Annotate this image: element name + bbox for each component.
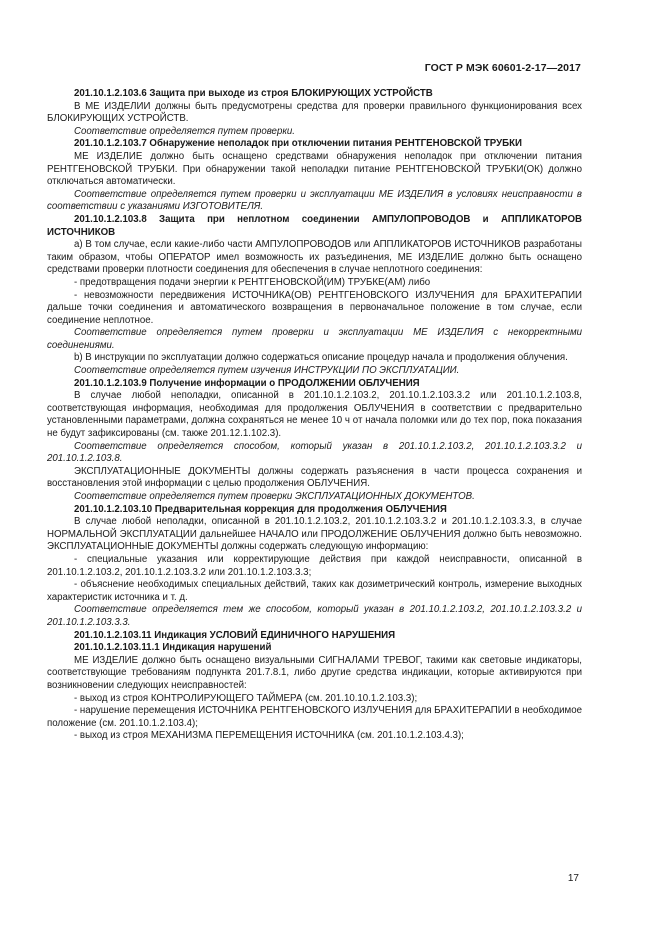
document-body bbox=[47, 88, 582, 743]
section-heading: 201.10.1.2.103.9 Получение информации о ПРОДОЛЖЕНИИ ОБЛУЧЕНИЯ bbox=[74, 377, 420, 389]
paragraph: b) В инструкции по эксплуатации должно содержаться описание процедур начала и продолжения облучения. bbox=[74, 352, 568, 364]
section-heading: 201.10.1.2.103.11 Индикация УСЛОВИЙ ЕДИНИЧНОГО НАРУШЕНИЯ bbox=[74, 629, 396, 641]
compliance-note: Соответствие определяется путем изучения ИНСТРУКЦИИ ПО ЭКСПЛУАТАЦИИ. bbox=[74, 365, 460, 377]
list-item: - выход из строя МЕХАНИЗМА ПЕРЕМЕЩЕНИЯ ИСТОЧНИКА (см. 201.10.1.2.103.4.3); bbox=[74, 730, 464, 742]
paragraph: В случае любой неполадки, описанной в 201.10.1.2.103.2, 201.10.1.2.103.3.2 и 201.10.1.2.103.3.3, в случае НОРМАЛЬНОЙ ЭКСПЛУАТАЦИИ дальнейшее НАЧАЛО или ПРОДОЛЖЕНИЕ ОБЛУЧЕНИЯ должно быть невозможно. ЭКСПЛУАТАЦИОННЫЕ ДОКУМЕНТЫ должны содержать следующую информацию: bbox=[47, 516, 582, 553]
compliance-note: Соответствие определяется путем проверки. bbox=[74, 125, 295, 137]
compliance-note: Соответствие определяется тем же способом, который указан в 201.10.1.2.103.2, 201.10.1.2.103.3.2 и 201.10.1.2.103.3.3. bbox=[47, 604, 582, 628]
list-item: - объяснение необходимых специальных действий, таких как дозиметрический контроль, измерение выходных характеристик источника и т. д. bbox=[47, 579, 582, 603]
section-heading: 201.10.1.2.103.6 Защита при выходе из строя БЛОКИРУЮЩИХ УСТРОЙСТВ bbox=[74, 88, 433, 99]
section-heading: 201.10.1.2.103.10 Предварительная коррекция для продолжения ОБЛУЧЕНИЯ bbox=[74, 503, 447, 515]
paragraph: В случае любой неполадки, описанной в 201.10.1.2.103.2, 201.10.1.2.103.3.2 или 201.10.1.2.103.8, соответствующая информация, необходимая для продолжения ОБЛУЧЕНИЯ в соответствии с предварительно установленными параметрами, должна сохраняться не менее 10 ч от начала поломки или до тех пор, пока показания не будут зафиксированы (см. также 201.12.1.102.3). bbox=[47, 390, 582, 440]
list-item: - специальные указания или корректирующие действия при каждой неисправности, описанной в 201.10.1.2.103.2, 201.10.1.2.103.3.2 или 201.10.1.2.103.3.3; bbox=[47, 553, 582, 578]
list-item: - предотвращения подачи энергии к РЕНТГЕНОВСКОЙ(ИМ) ТРУБКЕ(АМ) либо bbox=[74, 276, 431, 288]
page-number: 17 bbox=[567, 873, 579, 884]
paragraph: ЭКСПЛУАТАЦИОННЫЕ ДОКУМЕНТЫ должны содержать разъяснения в части процесса сохранения и восстановления этой информации с целью продолжения ОБЛУЧЕНИЯ. bbox=[47, 465, 582, 490]
compliance-note: Соответствие определяется путем проверки и эксплуатации МЕ ИЗДЕЛИЯ в условиях неисправности в соответствии с указаниями ИЗГОТОВИТЕЛЯ. bbox=[47, 188, 582, 213]
list-item: - невозможности передвижения ИСТОЧНИКА(ОВ) РЕНТГЕНОВСКОГО ИЗЛУЧЕНИЯ для БРАХИТЕРАПИИ дальше точки соединения и автоматического возвращения в первоначальное положение в том случае, если соединение неплотное. bbox=[47, 289, 582, 326]
paragraph: а) В том случае, если какие-либо части АМПУЛОПРОВОДОВ или АППЛИКАТОРОВ ИСТОЧНИКОВ разработаны таким образом, чтобы ОПЕРАТОР имел возможность их разъединения, МЕ ИЗДЕЛИЕ должно быть оснащено средствами проверки плотности соединения для обеспечения в случае неплотного соединения: bbox=[47, 239, 582, 276]
standard-header: ГОСТ Р МЭК 60601-2-17—2017 bbox=[424, 62, 581, 74]
paragraph: МЕ ИЗДЕЛИЕ должно быть оснащено средствами обнаружения неполадок при отключении питания РЕНТГЕНОВСКОЙ ТРУБКИ. При обнаружении такой неполадки питание РЕНТГЕНОВСКОЙ ТРУБКИ(ОК) должно отключаться автоматически. bbox=[47, 150, 582, 188]
compliance-note: Соответствие определяется способом, который указан в 201.10.1.2.103.2, 201.10.1.2.103.3.2 и 201.10.1.2.103.8. bbox=[47, 440, 582, 465]
list-item: - нарушение перемещения ИСТОЧНИКА РЕНТГЕНОВСКОГО ИЗЛУЧЕНИЯ для БРАХИТЕРАПИИ в необходимое положение (см. 201.10.1.2.103.4); bbox=[47, 705, 582, 729]
section-heading: 201.10.1.2.103.11.1 Индикация нарушений bbox=[74, 642, 272, 654]
section-heading: 201.10.1.2.103.8 Защита при неплотном соединении АМПУЛОПРОВОДОВ и АППЛИКАТОРОВ ИСТОЧНИКОВ bbox=[47, 213, 582, 238]
section-heading: 201.10.1.2.103.7 Обнаружение неполадок при отключении питания РЕНТГЕНОВСКОЙ ТРУБКИ bbox=[74, 138, 522, 150]
paragraph: МЕ ИЗДЕЛИЕ должно быть оснащено визуальными СИГНАЛАМИ ТРЕВОГ, такими как световые индикаторы, соответствующие требованиям подпункта 201.7.8.1, либо другие средства индикации, которые активируются при возникновении следующих неисправностей: bbox=[47, 654, 582, 691]
compliance-note: Соответствие определяется путем проверки и эксплуатации МЕ ИЗДЕЛИЯ с некорректными соединениями. bbox=[47, 327, 582, 351]
list-item: - выход из строя КОНТРОЛИРУЮЩЕГО ТАЙМЕРА (см. 201.10.10.1.2.103.3); bbox=[74, 692, 418, 704]
compliance-note: Соответствие определяется путем проверки ЭКСПЛУАТАЦИОННЫХ ДОКУМЕНТОВ. bbox=[74, 491, 475, 502]
paragraph: В МЕ ИЗДЕЛИИ должны быть предусмотрены средства для проверки правильного функционирования всех БЛОКИРУЮЩИХ УСТРОЙСТВ. bbox=[47, 100, 582, 125]
